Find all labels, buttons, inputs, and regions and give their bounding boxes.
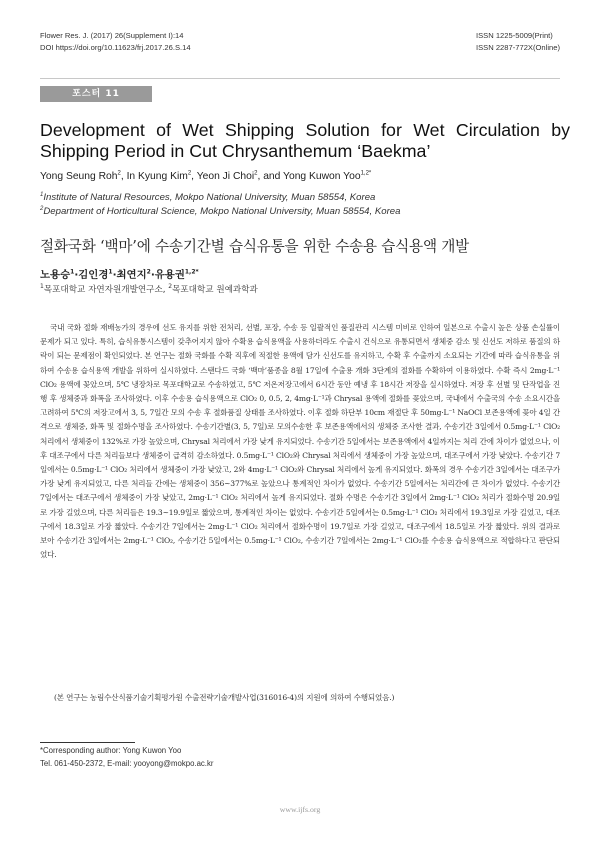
author-ko-2: ·김인경: [74, 269, 109, 281]
corresponding-author: *Corresponding author: Yong Kuwon Yoo: [40, 746, 182, 755]
issn-online: ISSN 2287-772X(Online): [476, 43, 560, 52]
author-4-sup: 1,2*: [360, 170, 372, 177]
issn-print: ISSN 1225-5009(Print): [476, 31, 553, 40]
aff-en-1-text: Institute of Natural Resources, Mokpo National University, Muan 58554, Korea: [43, 192, 376, 203]
author-3: , Yeon Ji Choi: [191, 171, 255, 182]
author-ko-4: ·유용권: [150, 269, 185, 281]
title-korean: 절화국화 ‘백마’에 수송기간별 습식유통을 위한 수송용 습식용액 개발: [40, 238, 470, 255]
author-1-sup: 2: [117, 170, 121, 177]
aff-ko-1-sup: 1: [40, 283, 44, 291]
aff-en-1-sup: 1: [40, 191, 44, 198]
aff-ko-2-sup: 2: [168, 283, 173, 291]
author-ko-2-sup: 1: [108, 268, 113, 276]
author-3-sup: 2: [254, 170, 258, 177]
affiliation-korean: [40, 283, 258, 295]
author-ko-1-sup: 1: [70, 268, 75, 276]
issn-block: [476, 30, 560, 54]
author-2-sup: 2: [187, 170, 192, 177]
aff-ko-2-text: 목포대학교 원예과학과: [172, 285, 258, 295]
doi-line: DOI https://doi.org/10.11623/frj.2017.26.S.14: [40, 43, 191, 52]
title-english: Development of Wet Shipping Solution for Wet Circulation by Shipping Period in Cut Chrysanthemum ‘Baekma’: [40, 120, 570, 161]
aff-en-2-text: Department of Horticultural Science, Mokpo National University, Muan 58554, Korea: [43, 206, 401, 217]
journal-line: Flower Res. J. (2017) 26(Supplement I):14: [40, 31, 184, 40]
author-ko-3-sup: 2: [146, 268, 151, 276]
acknowledgment: (본 연구는 농림수산식품기술기획평가원 수출전략기술개발사업(316016-4)의 지원에 의하여 수행되었음.): [54, 693, 395, 702]
affiliation-en-1: [40, 192, 375, 203]
author-2: , In Kyung Kim: [120, 171, 188, 182]
author-ko-3: ·최연지: [112, 269, 147, 281]
abstract-body: 국내 국화 절화 재배농가의 경우에 선도 유지를 위한 전처리, 선별, 포장, 수송 등 일괄적인 품질관리 시스템 미비로 인하여 일본으로 수출시 높은 상품 손실률이 문제가 되고 있다. 특히, 습식유통시스템이 갖추어지지 않아 수확용 습식용액을 사용하더라도 수출시 건식으로 유통되면서 생체중 감소 및 신선도 저하로 품질의 하락이 되는 문제점이 확인되었다. 본 연구는 절화 국화를 수확 직후에 적절한 용액에 담가 신선도를 유지하고, 수확 후 수출까지 소요되는 기간에 따라 습식유통을 위하여 수송용 습식용액 개발을 위하여 실시하였다. 스탠다드 국화 ‘백마’품종을 8월 17일에 수출용 개화 3단계의 절화를 수확하여 이용하였다. 수확 즉시 2mg·L⁻¹ ClO₂ 용액에 꽂았으며, 5℃ 냉장차로 목포대학교로 수송하였고, 5℃ 저온저장고에서 6시간 동안 예냉 후 18시간 저장을 실시하였다. 저장 후 선별 및 단작업을 진행 후 생체중과 화폭을 조사하였다. 이후 수송용 습식용액으로 ClO₂ 0, 0.5, 2, 4mg·L⁻¹과 Chrysal 용액에 절화를 꽂았으며, 국내에서 수출국의 수송 소요시간을 고려하여 5℃의 저장고에서 3, 5, 7일간 모의 수송 후 절화품질 상태를 조사하였다. 이후 절화 하단부 10cm 재절단 후 50mg·L⁻¹ NaOCl 보존용액에 꽂아 4일 간격으로 생체중, 화폭 및 절화수명을 조사하였다. 수송기간별(3, 5, 7일)로 모의수송한 후 보존용액에서의 생체중 조사한 결과, 수송기간 3일에서 0.5mg·L⁻¹ ClO₂ 처리에서 생체중이 132%로 가장 높았으며, Chrysal 처리에서 가장 낮게 유지되었다. 수송기간 5일에서는 보존용액에서 4일까지는 처리 간에 차이가 없었으나, 이후 대조구에서 다른 처리들보다 생체중이 급격히 감소하였다. 0.5mg·L⁻¹ ClO₂와 Chrysal 처리에서 생체중이 가장 높았으며, 대조구에서 가장 낮았다. 수송기간 7일에서는 0.5mg·L⁻¹ ClO₂ 처리에서 생체중이 가장 낮았고, 2와 4mg·L⁻¹ ClO₂와 Chrysal 처리에서 높게 유지되었다. 화폭의 경우 수송기간 3일에서는 대조구가 가장 낮게 유지되었고, 다른 처리들 간에는 생체중이 356~377%로 높았으나 통계적인 차이가 없었다. 수송기간 5일에서는 처리간에 큰 차이가 없었다. 수송기간 7일에서는 대조구에서 생체중이 가장 낮았고, 2mg·L⁻¹ ClO₂ 처리에서 높게 유지되었다. 절화 수명은 수송기간 3일에서 2mg·L⁻¹ ClO₂ 처리가 절화수명 20.9일로 가장 길었으며, 다른 처리들은 19.3~19.9일로 짧았으며, 통계적인 차이는 없었다. 수송기간 5일에서는 0.5mg·L⁻¹ ClO₂ 처리에서 19.3일로 가장 길었고, 대조구에서 18.3일로 가장 짧았다. 수송기간 7일에서는 2mg·L⁻¹ ClO₂ 처리에서 절화수명이 19.7일로 가장 길었고, 대조구에서 18.5일로 가장 짧았다. 위의 결과로 보아 수송기간 3일에서는 2mg·L⁻¹ ClO₂, 수송기간 5일에서는 0.5mg·L⁻¹ ClO₂, 수송기간 7일에서는 2mg·L⁻¹ ClO₂를 수송용 습식용액으로 적합하다고 판단되었다.: [40, 323, 560, 560]
section-tag: 포스터 11: [40, 86, 152, 102]
aff-en-2-sup: 2: [40, 205, 44, 212]
aff-ko-1-text: 목포대학교 자연자원개발연구소,: [43, 285, 169, 295]
footnote-divider: [40, 742, 135, 743]
affiliation-en-2: [40, 206, 400, 217]
author-ko-1: 노용승: [40, 269, 71, 281]
journal-citation: [40, 30, 191, 54]
author-1: Yong Seung Roh: [40, 171, 118, 182]
journal-website: www.ijfs.org: [279, 805, 321, 814]
authors-english: [40, 171, 371, 182]
author-ko-4-sup: 1,2*: [184, 268, 199, 276]
author-4: , and Yong Kuwon Yoo: [257, 171, 361, 182]
contact-info: Tel. 061-450-2372, E-mail: yooyong@mokpo.ac.kr: [40, 759, 214, 768]
authors-korean: [40, 266, 199, 281]
header-divider: [40, 78, 560, 79]
